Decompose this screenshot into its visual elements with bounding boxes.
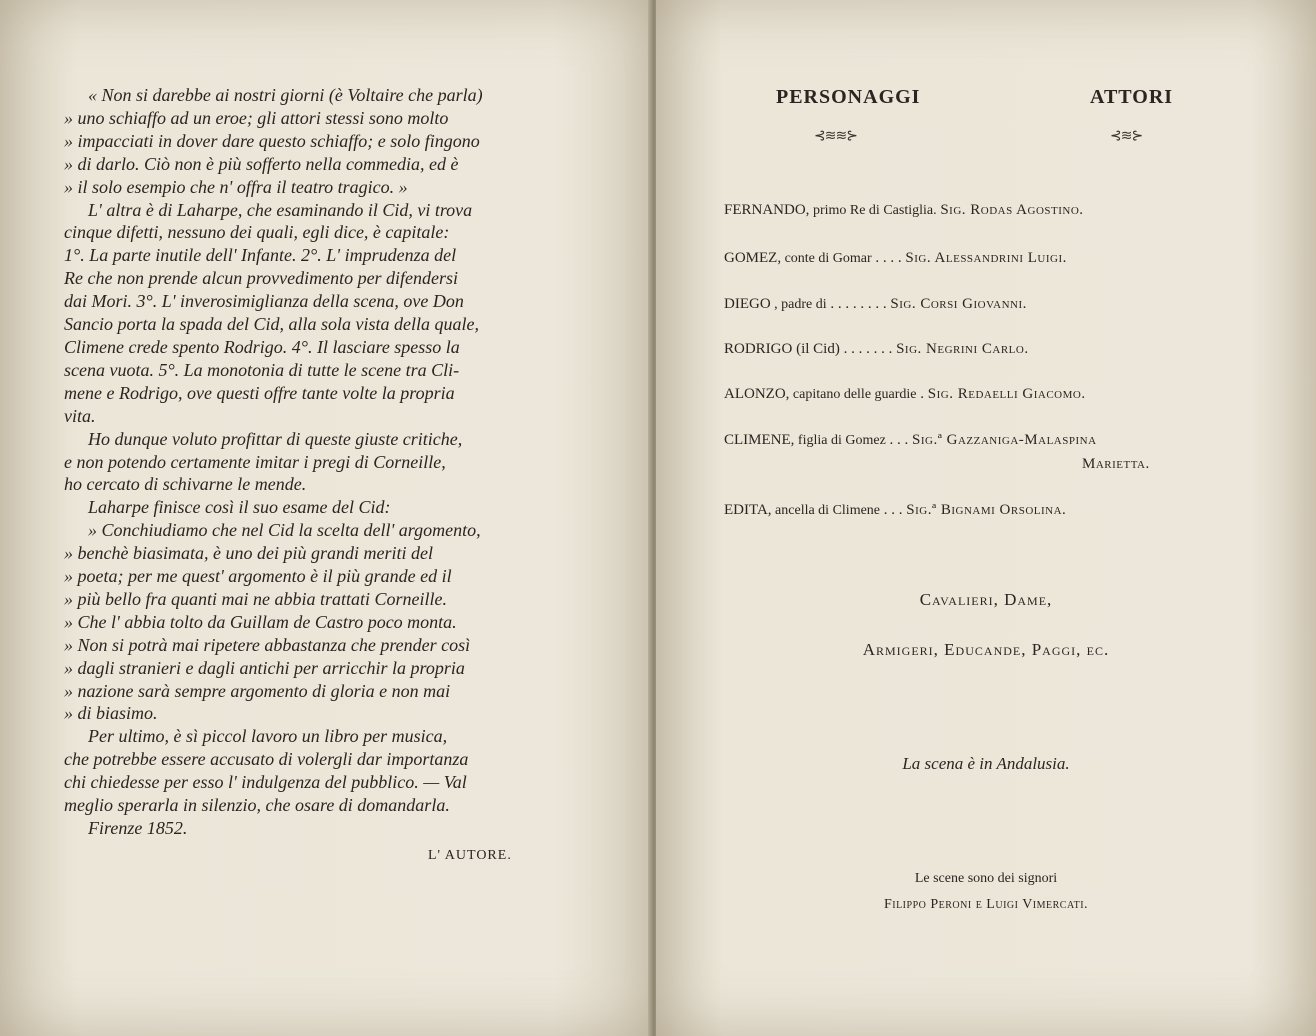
cast-row xyxy=(724,386,1264,403)
chorus-line-1: Cavalieri, Dame, xyxy=(919,590,1053,609)
preface-line: « Non si darebbe ai nostri giorni (è Voltaire che parla) xyxy=(88,85,483,105)
preface-line: chi chiedesse per esso l' indulgenza del pubblico. — Val xyxy=(64,772,467,793)
actor-name: Sig. Negrini Carlo. xyxy=(896,341,1029,357)
ornament-right: ⊰≋⊱ xyxy=(1110,129,1143,144)
preface-line: Laharpe finisce così il suo esame del Cid: xyxy=(88,497,391,518)
preface-line: 1°. La parte inutile dell' Infante. 2°. L' imprudenza del xyxy=(64,245,457,266)
scene-credits-1: Le scene sono dei signori xyxy=(914,871,1058,886)
character-name: FERNANDO, xyxy=(724,202,810,218)
actor-name: Sig.ª Bignami Orsolina. xyxy=(906,502,1067,518)
preface-line: » poeta; per me quest' argomento è il più grande ed il xyxy=(64,566,452,587)
character-description: ancella di Climene xyxy=(771,503,881,518)
preface-line: » più bello fra quanti mai ne abbia trattati Corneille. xyxy=(64,588,447,609)
left-page xyxy=(0,0,652,1036)
preface-line: » Non si potrà mai ripetere abbastanza che prender così xyxy=(64,634,471,655)
header-attori: ATTORI xyxy=(1090,86,1174,108)
preface-line: Sancio porta la spada del Cid, alla sola vista della quale, xyxy=(64,314,479,335)
actor-name: Sig.ª Gazzaniga-Malaspina xyxy=(912,432,1097,448)
cast-row xyxy=(724,250,1264,267)
scene-location: La scena è in Andalusia. xyxy=(902,754,1070,773)
character-description: capitano delle guardie xyxy=(789,387,917,402)
cast-row xyxy=(724,341,1264,358)
actor-name: Sig. Rodas Agostino. xyxy=(940,202,1084,218)
author-signoff: L' AUTORE. xyxy=(428,848,512,863)
preface-line: » di darlo. Ciò non è più sofferto nella commedia, ed è xyxy=(64,153,459,174)
preface-line: L' altra è di Laharpe, che esaminando il Cid, vi trova xyxy=(88,199,473,220)
character-description: , padre di xyxy=(770,297,827,312)
leader-dots: . . . . xyxy=(871,250,906,266)
preface-line: dai Mori. 3°. L' inverosimiglianza della scena, ove Don xyxy=(64,291,464,312)
character-description: figlia di Gomez xyxy=(794,433,886,448)
preface-line: cinque difetti, nessuno dei quali, egli dice, è capitale: xyxy=(64,222,450,243)
scene-designers: Filippo Peroni e Luigi Vimercati. xyxy=(883,897,1089,912)
cast-row xyxy=(724,502,1264,519)
preface-text xyxy=(64,84,588,840)
character-description: conte di Gomar xyxy=(781,251,872,266)
preface-line: » uno schiaffo ad un eroe; gli attori stessi sono molto xyxy=(64,107,449,128)
preface-line: » benchè biasimata, è uno dei più grandi meriti del xyxy=(64,543,433,564)
character-name: RODRIGO (il Cid) xyxy=(724,341,840,357)
preface-line: Climene crede spento Rodrigo. 4°. Il lasciare spesso la xyxy=(64,336,460,357)
header-personaggi: PERSONAGGI xyxy=(776,86,921,108)
preface-line: Firenze 1852. xyxy=(88,818,188,838)
cast-row xyxy=(724,296,1264,313)
preface-line: Per ultimo, è sì piccol lavoro un libro per musica, xyxy=(88,726,448,747)
chorus-line-2: Armigeri, Educande, Paggi, ec. xyxy=(862,640,1110,659)
character-name: EDITA, xyxy=(724,502,772,518)
leader-dots: . . . xyxy=(885,432,913,448)
cast-row-continued xyxy=(1082,456,1316,473)
preface-line: vita. xyxy=(64,405,96,426)
actor-name: Sig. Corsi Giovanni. xyxy=(890,296,1027,312)
preface-line: » Conchiudiamo che nel Cid la scelta dell' argomento, xyxy=(88,520,481,541)
preface-line: » nazione sarà sempre argomento di gloria e non mai xyxy=(64,680,451,701)
leader-dots: . . . xyxy=(880,502,907,518)
preface-line: » impacciati in dover dare questo schiaffo; e solo fingono xyxy=(64,130,480,151)
preface-line: scena vuota. 5°. La monotonia di tutte le scene tra Cli- xyxy=(64,359,460,380)
preface-line: » dagli stranieri e dagli antichi per arricchir la propria xyxy=(64,657,465,678)
character-name: DIEGO xyxy=(724,296,771,312)
preface-line: » di biasimo. xyxy=(64,703,158,724)
preface-line: meglio sperarla in silenzio, che osare di domandarla. xyxy=(64,795,450,816)
character-description: primo Re di Castiglia. xyxy=(809,203,937,218)
cast-row xyxy=(724,432,1264,449)
leader-dots: . xyxy=(916,386,928,402)
preface-line: » Che l' abbia tolto da Guillam de Castro poco monta. xyxy=(64,611,457,632)
scene-credits-2 xyxy=(656,892,1316,918)
cast-row xyxy=(724,202,1264,219)
leader-dots: . . . . . . . . xyxy=(826,296,891,312)
ornament-left: ⊰≋≋⊱ xyxy=(814,129,857,144)
preface-line: e non potendo certamente imitar i pregi di Corneille, xyxy=(64,451,446,472)
actor-name: Sig. Redaelli Giacomo. xyxy=(927,386,1086,402)
character-name: ALONZO, xyxy=(724,386,790,402)
leader-dots: . . . . . . . xyxy=(839,341,897,357)
preface-line: ho cercato di schivarne le mende. xyxy=(64,474,307,495)
actor-name-continued: Marietta. xyxy=(1082,456,1150,472)
preface-line: mene e Rodrigo, ove questi offre tante volte la propria xyxy=(64,382,455,403)
character-name: GOMEZ, xyxy=(724,250,782,266)
actor-name: Sig. Alessandrini Luigi. xyxy=(905,250,1067,266)
preface-line: che potrebbe essere accusato di volergli dar importanza xyxy=(64,749,469,770)
preface-line: Re che non prende alcun provvedimento per difendersi xyxy=(64,268,459,289)
preface-line: » il solo esempio che n' offra il teatro tragico. » xyxy=(64,176,408,197)
preface-line: Ho dunque voluto profittar di queste giuste critiche, xyxy=(88,428,463,449)
character-name: CLIMENE, xyxy=(724,432,795,448)
